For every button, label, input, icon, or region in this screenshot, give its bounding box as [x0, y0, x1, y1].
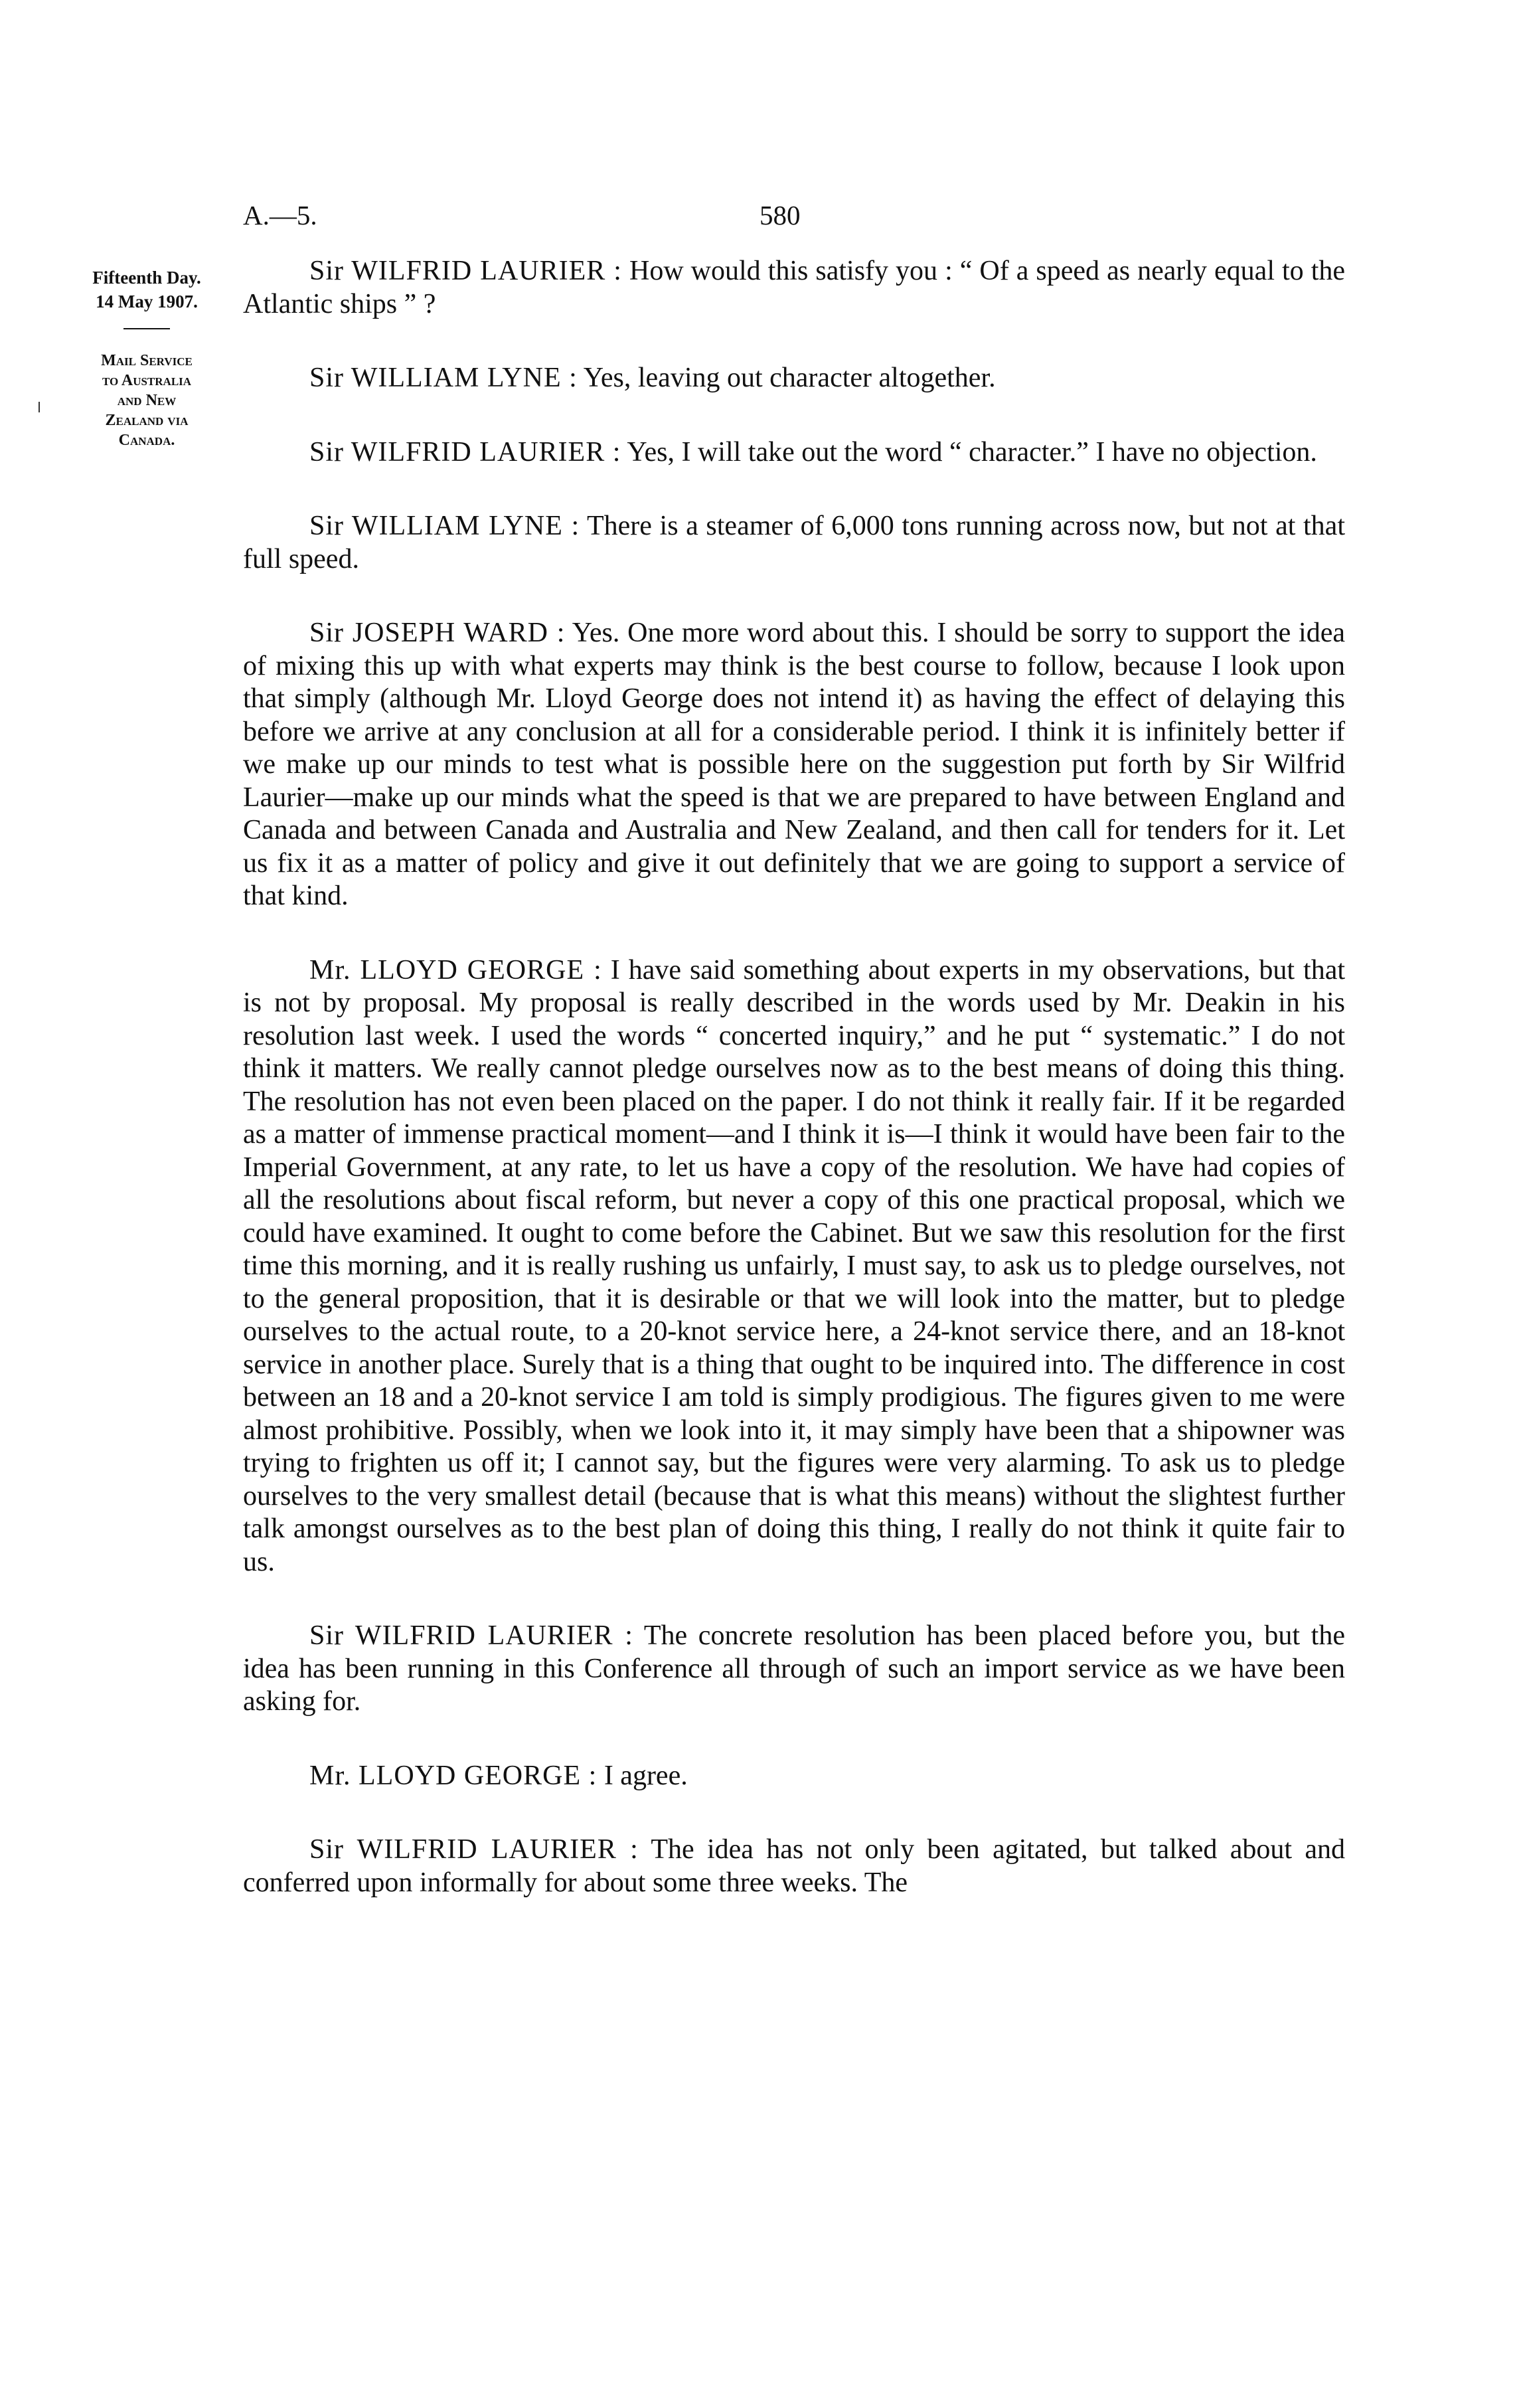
margin-topic-note — [64, 351, 230, 450]
speech-text: Yes, I will take out the word “ character.” I have no objection. — [627, 436, 1317, 468]
speech-paragraph — [243, 954, 1345, 1579]
margin-topic-line: Zealand via — [105, 412, 189, 429]
speech-paragraph — [243, 1620, 1345, 1719]
speech-text: There is a steamer of 6,000 tons running across now, but not at that full speed. — [243, 511, 1345, 574]
margin-topic-line: Mail Service — [101, 352, 193, 369]
speech-paragraph — [243, 362, 1345, 395]
margin-day: Fifteenth Day. — [92, 268, 201, 288]
speech-text: The concrete resolution has been placed before you, but the idea has been running in this Conference all through of such an import service as we have been asking for. — [243, 1620, 1345, 1717]
document-reference: A.—5. — [243, 200, 317, 230]
speaker-name: Sir JOSEPH WARD : — [309, 618, 566, 648]
margin-divider — [123, 328, 170, 329]
page-mark — [39, 402, 40, 412]
margin-topic-line: to Australia — [102, 372, 192, 389]
speech-text: Yes. One more word about this. I should be sorry to support the idea of mixing this up with what experts may think is the best course to follow, because I look upon that simply (although Mr. Lloyd George does not intend it) as having the effect of delaying this before we arrive at any conclusion at all for a considerable period. I think it is infinitely better if we make up our minds to test what is possible here on the suggestion put forth by Sir Wilfrid Laurier—make up our minds what the speed is that we are prepared to have between England and Canada and between Canada and Australia and New Zealand, and then call for tenders for it. Let us fix it as a matter of policy and give it out definitely that we are going to support a service of that kind. — [243, 618, 1345, 911]
speech-paragraph — [243, 617, 1345, 913]
speaker-name: Sir WILFRID LAURIER : — [309, 256, 622, 286]
margin-topic-line: and New — [117, 392, 177, 409]
page-number: 580 — [760, 200, 801, 230]
speech-paragraph — [243, 1760, 1345, 1793]
margin-date: 14 May 1907. — [96, 292, 198, 311]
speech-paragraph — [243, 436, 1345, 470]
speaker-name: Sir WILLIAM LYNE : — [309, 363, 578, 393]
speech-paragraph — [243, 255, 1345, 321]
speech-text: How would this satisfy you : “ Of a speed as nearly equal to the Atlantic ships ” ? — [243, 256, 1346, 319]
speaker-name: Sir WILFRID LAURIER : — [309, 1834, 639, 1865]
speaker-name: Mr. LLOYD GEORGE : — [309, 954, 602, 986]
speaker-name: Sir WILFRID LAURIER : — [309, 1620, 633, 1651]
speech-paragraph — [243, 510, 1345, 576]
speech-paragraph — [243, 1834, 1345, 1899]
speaker-name: Sir WILFRID LAURIER : — [309, 436, 621, 468]
speech-text: I have said something about experts in my observations, but that is not by proposal. My proposal is really described in the words used by Mr. Deakin in his resolution last week. I used the words “ concerted inquiry,” and he put “ systematic.” I do not think it matters. We really cannot pledge ourselves now as to the best means of doing this thing. The resolution has not even been placed on the paper. I do not think it really fair. If it be regarded as a matter of immense practical moment—and I think it is—I think it would have been fair to the Imperial Government, at any rate, to let us have a copy of the resolution. We have had copies of all the resolutions about fiscal reform, but never a copy of this one practical proposal, which we could have examined. It ought to come before the Cabinet. But we saw this resolution for the first time this morning, and it is really rushing us unfairly, I must say, to ask us to pledge ourselves, not to the general proposition, that it is desirable or that we will look into the matter, but to pledge ourselves to the actual route, to a 20-knot service here, a 24-knot service there, and an 18-knot service in another place. Surely that is a thing that ought to be inquired into. The difference in cost between an 18 and a 20-knot service I am told is simply prodigious. The figures given to me were almost prohibitive. Possibly, when we look into it, it may simply have been that a shipowner was trying to frighten us off it; I cannot say, but the figures were very alarming. To ask us to pledge ourselves to the very smallest detail (because that is what this means) without the slightest further talk amongst ourselves as to the best plan of doing this thing, I really do not think it quite fair to us. — [243, 954, 1345, 1577]
speech-text: Yes, leaving out character altogether. — [583, 363, 996, 393]
transcript-body — [243, 255, 1345, 1940]
speaker-name: Sir WILLIAM LYNE : — [309, 511, 580, 541]
margin-date-note — [64, 266, 230, 341]
speaker-name: Mr. LLOYD GEORGE : — [309, 1760, 598, 1791]
speech-text: I agree. — [603, 1760, 688, 1791]
speech-text: The idea has not only been agitated, but talked about and conferred upon informally for about some three weeks. The — [243, 1834, 1345, 1898]
margin-topic-line: Canada. — [118, 432, 175, 449]
